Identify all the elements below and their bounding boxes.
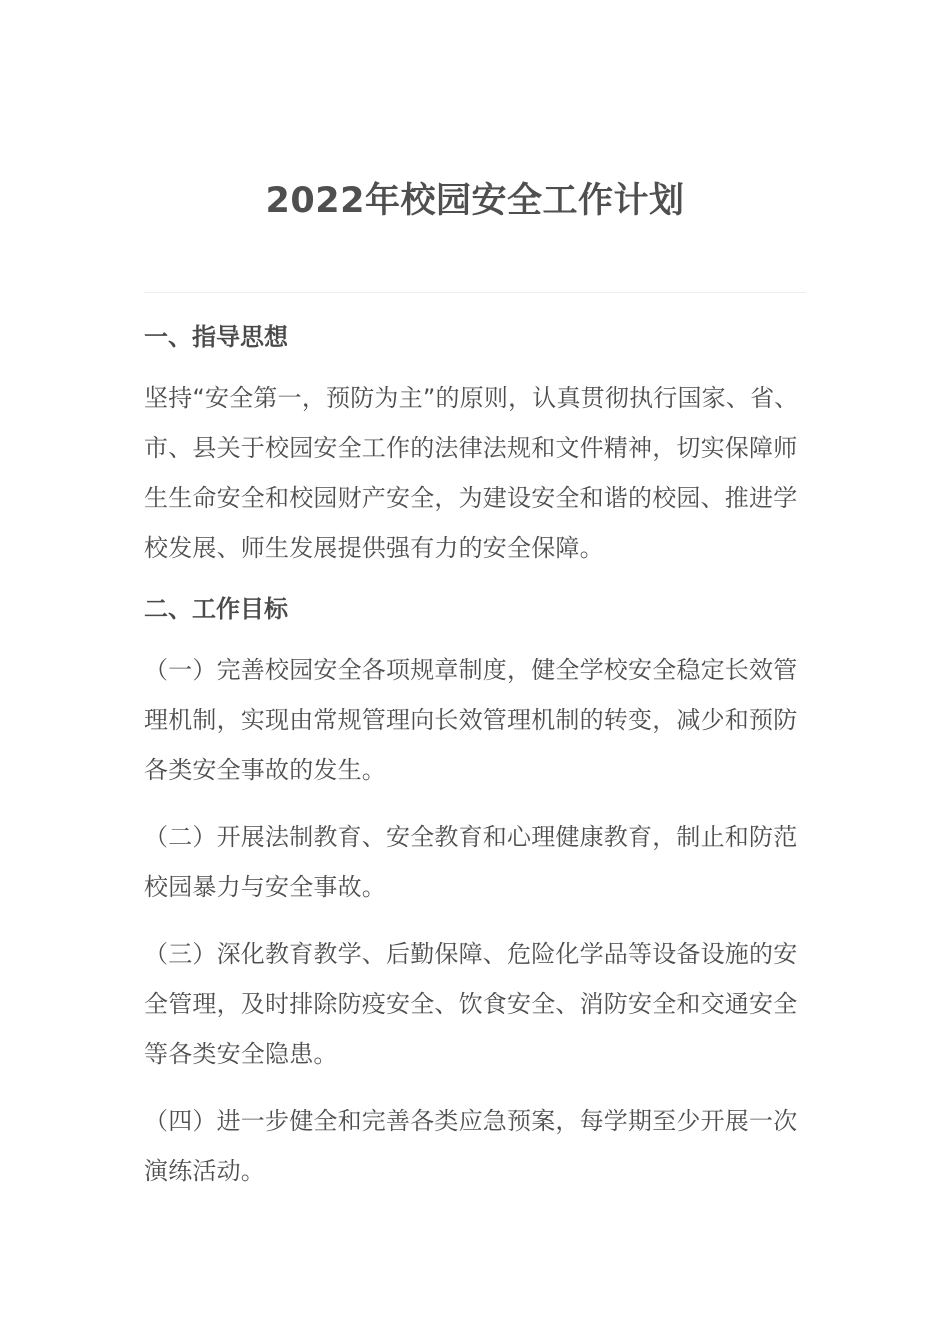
section-heading-guiding-ideology: 一、指导思想 (144, 323, 288, 351)
title-divider (144, 292, 806, 293)
document-body (144, 318, 806, 1213)
paragraph-goal-4: （四）进一步健全和完善各类应急预案，每学期至少开展一次演练活动。 (144, 1107, 798, 1185)
paragraph-goal-2: （二）开展法制教育、安全教育和心理健康教育，制止和防范校园暴力与安全事故。 (144, 823, 798, 901)
paragraph-goal-3: （三）深化教育教学、后勤保障、危险化学品等设备设施的安全管理，及时排除防疫安全、饮食安全、消防安全和交通安全等各类安全隐患。 (144, 940, 798, 1068)
paragraph-guiding-ideology: 坚持“安全第一，预防为主”的原则，认真贯彻执行国家、省、市、县关于校园安全工作的法律法规和文件精神，切实保障师生生命安全和校园财产安全，为建设安全和谐的校园、推进学校发展、师生发展提供强有力的安全保障。 (144, 384, 799, 562)
paragraph-goal-1: （一）完善校园安全各项规章制度，健全学校安全稳定长效管理机制，实现由常规管理向长效管理机制的转变，减少和预防各类安全事故的发生。 (144, 656, 798, 784)
document-title: 2022年校园安全工作计划 (265, 181, 685, 221)
section-heading-work-goals: 二、工作目标 (144, 595, 288, 623)
